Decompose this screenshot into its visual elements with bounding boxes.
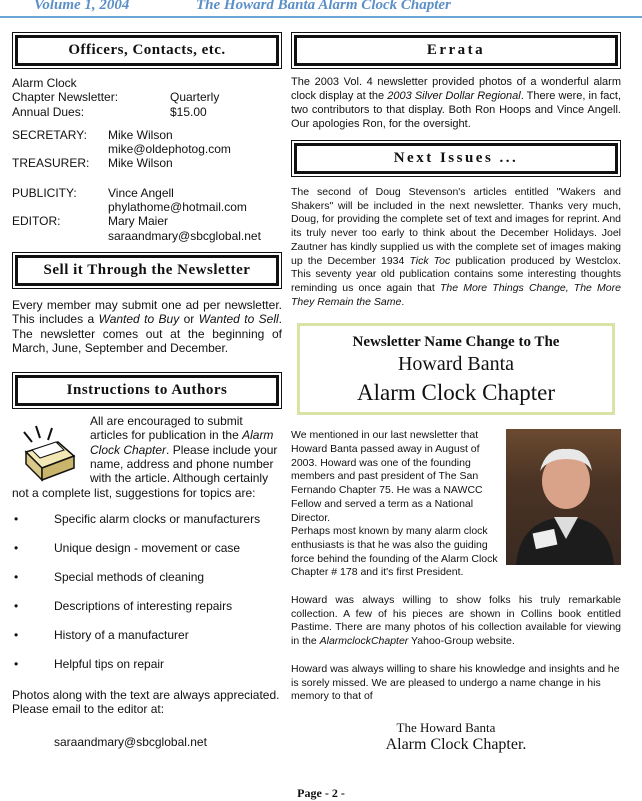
- list-item: [12, 541, 282, 570]
- bullet: •: [14, 598, 19, 613]
- next-part3: .: [401, 295, 405, 308]
- editor-label: EDITOR:: [12, 214, 61, 229]
- next-part1: The second of Doug Stevenson's articles entitled "Wakers and Shakers" will be included in the next newsletter. Thanks very much, Doug, for providing the complete set of text and images for reprint. And its truly never too early to think about the December Holidays. Joel Zautner has kindly supplied us with the complete set of images making up the December 1934: [291, 186, 621, 267]
- next-part2: publication produced by Westclox. This seventy year old publication contains some interesting thoughts reminding us once again that: [291, 254, 621, 294]
- mailbox-icon: [18, 422, 82, 484]
- sell-text: [12, 298, 282, 355]
- errata-part2: . There were, in fact, two contributors to that display. Both Ron Hoops and Vince Angell. Our apologies Ron, for the oversight.: [291, 90, 621, 130]
- chapter-label: The Howard Banta Alarm Clock Chapter: [196, 0, 451, 13]
- bullet: •: [14, 656, 19, 671]
- tribute-text: [291, 429, 501, 580]
- event-name: 2003 Silver Dollar Regional: [387, 90, 521, 102]
- topic-text: Specific alarm clocks or manufacturers: [54, 511, 261, 526]
- bullet: •: [14, 627, 19, 642]
- bullet: •: [14, 569, 19, 584]
- publicity-email[interactable]: phylathome@hotmail.com: [108, 200, 247, 215]
- photos-text: Photos along with the text are always appreciated. Please email to the editor at:: [12, 687, 280, 717]
- name-change-line3: Alarm Clock Chapter: [356, 380, 555, 406]
- topic-text: Helpful tips on repair: [54, 656, 165, 671]
- instructions-part2: . Please include your name, address and phone number with the article. Although certainly not a complete list, suggestions for topics are:: [12, 442, 278, 500]
- newsletter-label: Chapter Newsletter:: [12, 90, 119, 105]
- instructions-heading: Instructions to Authors: [15, 375, 279, 406]
- right-column: [291, 32, 621, 754]
- officers-section: [12, 76, 282, 243]
- tribute-para2: Perhaps most known by many alarm clock enthusiasts is that he was also the guiding force behind the founding of the Alarm Clock Chapter # 178 and it's first President.: [291, 525, 498, 579]
- topic-text: Special methods of cleaning: [54, 569, 205, 584]
- treasurer-name: Mike Wilson: [108, 156, 173, 171]
- page-header: [0, 0, 642, 18]
- memory-text: Howard was always willing to share his knowledge and insights and he is sorely missed. We are pleased to undergo a name change in his memory to that of: [291, 662, 620, 703]
- signature-line2: Alarm Clock Chapter.: [385, 735, 527, 753]
- publicity-label: PUBLICITY:: [12, 185, 77, 200]
- errata-text: [291, 75, 621, 131]
- chapter-name-italic: Alarm Clock Chapter: [90, 428, 274, 457]
- errata-heading: Errata: [294, 35, 618, 66]
- bullet: •: [14, 540, 19, 555]
- signature-line1: The Howard Banta: [396, 719, 496, 735]
- errata-part1: The 2003 Vol. 4 newsletter provided photos of a wonderful alarm clock display at the: [291, 76, 621, 102]
- topic-list: [12, 512, 282, 686]
- yahoo-group-name: AlarmclockChapter: [319, 635, 409, 648]
- volume-label: Volume 1, 2004: [34, 0, 130, 13]
- quote-text: The More Things Change, The More They Remain the Same: [291, 281, 621, 308]
- editor-email[interactable]: saraandmary@sbcglobal.net: [108, 228, 261, 243]
- list-item: [12, 657, 282, 686]
- secretary-name: Mike Wilson: [108, 127, 173, 142]
- tribute-para1: We mentioned in our last newsletter that Howard Banta passed away in August of 2003. Howard was one of the founding members and past president of The San Fernando Chapter 75. He was a NAWCC Fellow and served a term as a National Director.: [291, 429, 483, 524]
- sell-or: or: [179, 312, 199, 327]
- sell-text-part2: . The newsletter comes out at the beginning of March, June, September and December.: [12, 312, 283, 355]
- topic-text: Unique design - movement or case: [54, 540, 241, 555]
- list-item: [12, 570, 282, 599]
- tribute-section: [291, 429, 621, 754]
- instructions-part1: All are encouraged to submit articles for publication in the: [90, 414, 243, 443]
- collection-text: [291, 594, 621, 649]
- secretary-email[interactable]: mike@oldephotog.com: [108, 142, 231, 157]
- sell-text-part1: Every member may submit one ad per newsletter. This includes a: [12, 297, 282, 327]
- name-change-line2: Howard Banta: [397, 353, 515, 376]
- treasurer-label: TREASURER:: [12, 156, 90, 171]
- left-column: [12, 32, 282, 749]
- next-issues-heading: Next Issues ...: [294, 143, 618, 174]
- list-item: [12, 512, 282, 541]
- name-change-box: [297, 323, 615, 415]
- bullet: •: [14, 511, 19, 526]
- dues-label: Annual Dues:: [12, 104, 85, 119]
- editor-name: Mary Maier: [108, 214, 169, 229]
- officers-heading: Officers, Contacts, etc.: [15, 35, 279, 66]
- name-change-line1: Newsletter Name Change to The: [352, 334, 560, 351]
- wanted-to-sell: Wanted to Sell: [198, 312, 279, 327]
- list-item: [12, 599, 282, 628]
- publicity-name: Vince Angell: [108, 185, 174, 200]
- tick-toc: Tick Toc: [409, 254, 451, 267]
- secretary-label: SECRETARY:: [12, 127, 87, 142]
- howard-banta-photo: [506, 429, 621, 565]
- collection-part2: Yahoo-Group website.: [408, 635, 515, 648]
- next-issues-text: [291, 186, 621, 309]
- topic-text: History of a manufacturer: [54, 627, 189, 642]
- newsletter-value: Quarterly: [170, 90, 220, 105]
- sell-heading: Sell it Through the Newsletter: [15, 255, 279, 286]
- wanted-to-buy: Wanted to Buy: [98, 312, 180, 327]
- instructions-text: [12, 414, 282, 500]
- collection-part1: Howard was always willing to show folks his truly remarkable collection. A few of his pieces are shown in Collins book entitled Pastime. There are many photos of his collection available for viewing in the: [291, 594, 621, 648]
- topic-text: Descriptions of interesting repairs: [54, 598, 233, 613]
- list-item: [12, 628, 282, 657]
- page-number: Page - 2 -: [297, 786, 345, 800]
- dues-value: $15.00: [170, 104, 207, 119]
- portrait-image: [506, 429, 621, 565]
- editor-contact-email[interactable]: saraandmary@sbcglobal.net: [54, 734, 207, 749]
- officers-line1: Alarm Clock: [12, 76, 77, 90]
